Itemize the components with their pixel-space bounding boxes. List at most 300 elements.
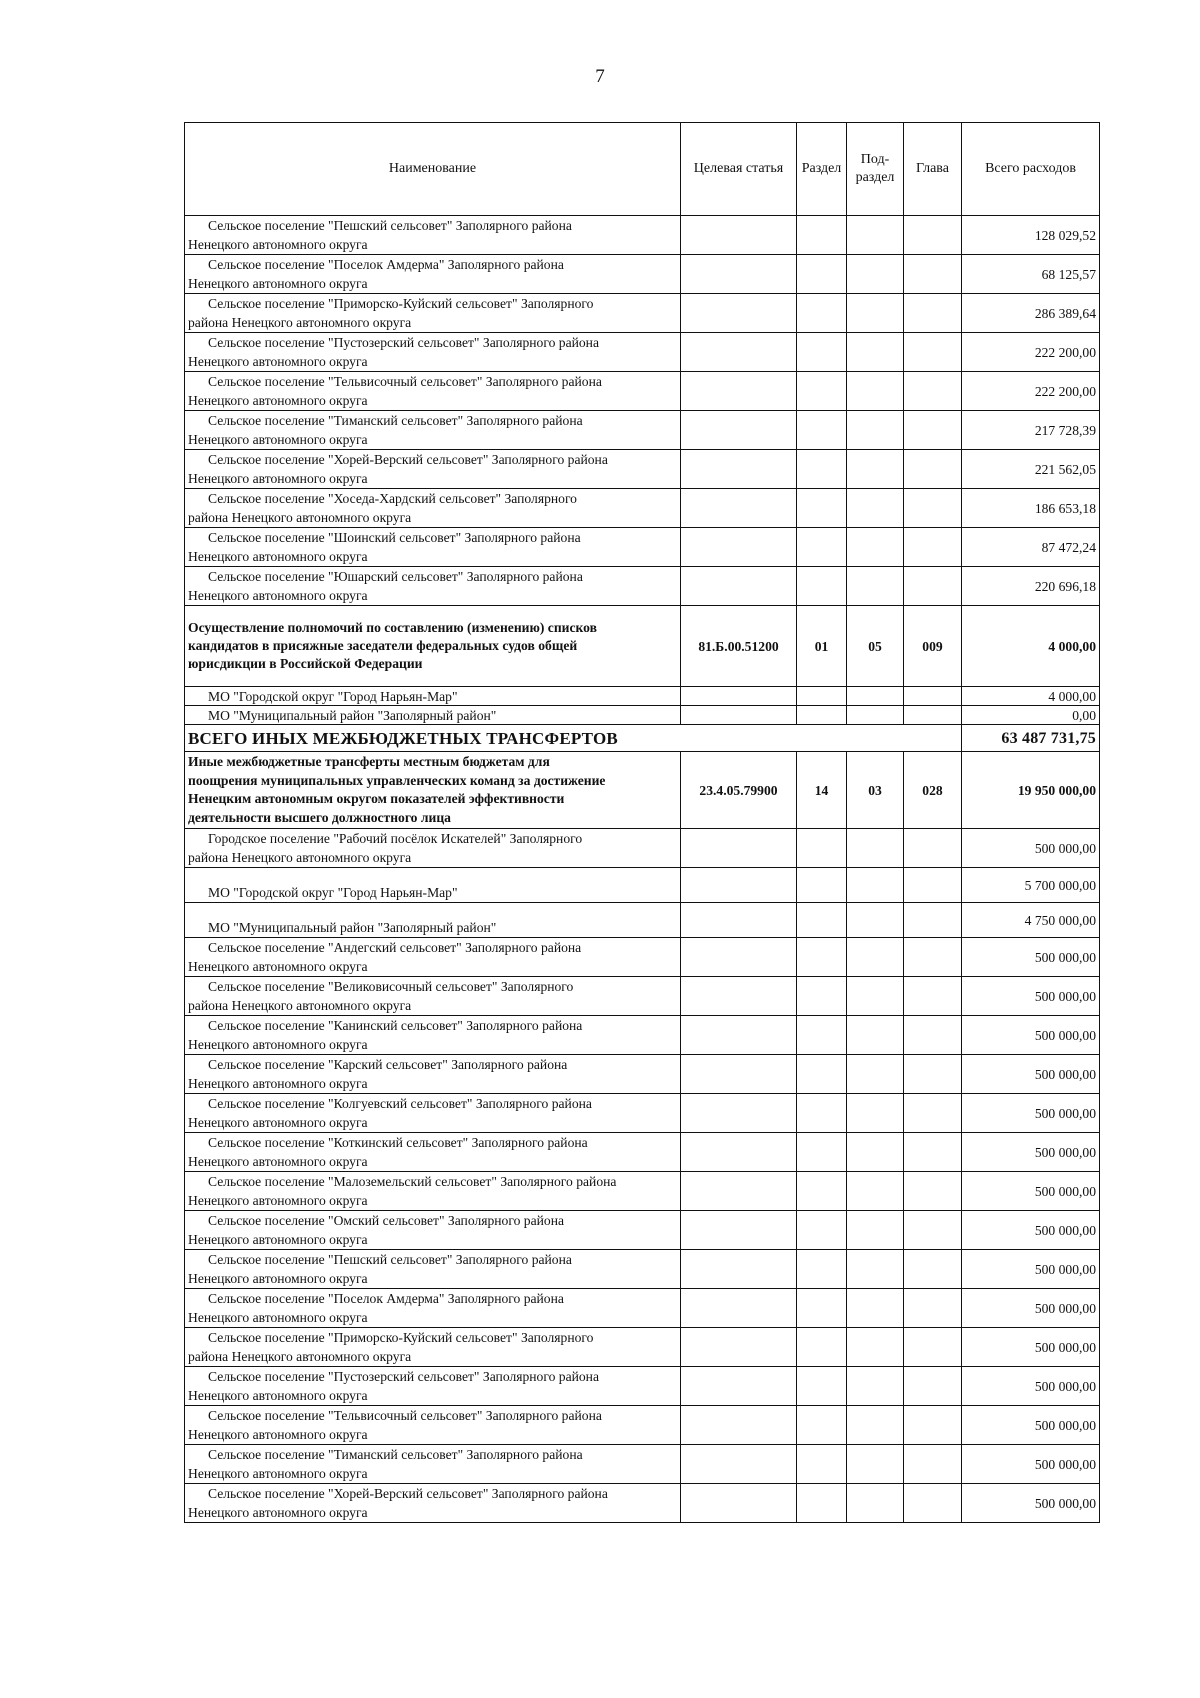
grand-total-label: ВСЕГО ИНЫХ МЕЖБЮДЖЕТНЫХ ТРАНСФЕРТОВ: [185, 725, 962, 752]
cell-empty: [847, 528, 904, 567]
cell-name: [185, 1016, 681, 1055]
cell-name: [185, 1211, 681, 1250]
table-row-jury: [185, 606, 1100, 687]
cell-name: [185, 1445, 681, 1484]
cell-empty: [904, 1367, 962, 1406]
cell-empty: [797, 450, 847, 489]
cell-empty: [797, 706, 847, 725]
cell-name-line2: Ненецкого автономного округа: [188, 1505, 368, 1520]
budget-table: [184, 122, 1100, 1523]
cell-empty: [797, 333, 847, 372]
cell-amount: 186 653,18: [962, 489, 1100, 528]
table-row: [185, 1406, 1100, 1445]
cell-name-line2: Ненецкого автономного округа: [188, 393, 368, 408]
cell-name-line2: Ненецкого автономного округа: [188, 1037, 368, 1052]
cell-name-line2: района Ненецкого автономного округа: [188, 998, 412, 1013]
cell-empty: [681, 1016, 797, 1055]
cell-empty: [797, 372, 847, 411]
cell-empty: [797, 255, 847, 294]
cell-amount: 217 728,39: [962, 411, 1100, 450]
cell-empty: [681, 829, 797, 868]
cell-name-line1: Сельское поселение "Колгуевский сельсовет" Заполярного района: [208, 1096, 592, 1111]
cell-name-line2: Ненецкого автономного округа: [188, 1232, 368, 1247]
cell-name-line1: Сельское поселение "Поселок Амдерма" Заполярного района: [208, 1291, 564, 1306]
cell-empty: [904, 489, 962, 528]
cell-amount: 500 000,00: [962, 1094, 1100, 1133]
cell-empty: [681, 1055, 797, 1094]
cell-empty: [681, 687, 797, 706]
cell-name: [185, 216, 681, 255]
cell-empty: [797, 1055, 847, 1094]
cell-empty: [847, 687, 904, 706]
cell-empty: [681, 528, 797, 567]
cell-amount: 220 696,18: [962, 567, 1100, 606]
cell-amount: 5 700 000,00: [962, 868, 1100, 903]
cell-name: [185, 1133, 681, 1172]
cell-name-line1: Сельское поселение "Хорей-Верский сельсовет" Заполярного района: [208, 1486, 608, 1501]
table-row: [185, 255, 1100, 294]
cell-empty: [904, 1250, 962, 1289]
cell-empty: [797, 567, 847, 606]
table-row: [185, 333, 1100, 372]
cell-name-line1: Сельское поселение "Юшарский сельсовет" Заполярного района: [208, 569, 583, 584]
cell-empty: [797, 294, 847, 333]
cell-empty: [904, 528, 962, 567]
cell-empty: [681, 1445, 797, 1484]
cell-empty: [904, 1094, 962, 1133]
cell-name: [185, 977, 681, 1016]
cell-name-line2: Ненецкого автономного округа: [188, 1154, 368, 1169]
cell-amount: 500 000,00: [962, 1445, 1100, 1484]
table-row: [185, 1484, 1100, 1523]
cell-name: [185, 1172, 681, 1211]
cell-empty: [904, 1328, 962, 1367]
cell-name: [185, 1055, 681, 1094]
cell-empty: [847, 372, 904, 411]
cell-empty: [904, 1211, 962, 1250]
cell-name-line1: Городское поселение "Рабочий посёлок Искателей" Заполярного: [208, 831, 583, 846]
cell-name: [185, 938, 681, 977]
cell-empty: [797, 489, 847, 528]
cell-empty: [797, 1406, 847, 1445]
cell-empty: [847, 1445, 904, 1484]
cell-name: [185, 1289, 681, 1328]
cell-amount: 500 000,00: [962, 1250, 1100, 1289]
table-row: [185, 706, 1100, 725]
cell-empty: [797, 687, 847, 706]
cell-name-line2: Ненецкого автономного округа: [188, 1193, 368, 1208]
cell-amount: 500 000,00: [962, 1289, 1100, 1328]
cell-empty: [847, 255, 904, 294]
cell-name-line1: Сельское поселение "Тельвисочный сельсовет" Заполярного района: [208, 374, 602, 389]
table-row-grand-total: [185, 725, 1100, 752]
cell-empty: [681, 706, 797, 725]
cell-empty: [797, 1289, 847, 1328]
cell-empty: [681, 333, 797, 372]
cell-empty: [681, 1133, 797, 1172]
cell-empty: [904, 977, 962, 1016]
cell-empty: [797, 1133, 847, 1172]
cell-empty: [797, 1328, 847, 1367]
cell-name-text: МО "Городской округ "Город Нарьян-Мар": [208, 688, 458, 704]
cell-name-line1: Сельское поселение "Приморско-Куйский сельсовет" Заполярного: [208, 296, 594, 311]
cell-name-line2: Ненецкого автономного округа: [188, 237, 368, 252]
cell-empty: [681, 255, 797, 294]
cell-name-line2: Ненецкого автономного округа: [188, 588, 368, 603]
table-row: [185, 687, 1100, 706]
cell-empty: [681, 938, 797, 977]
cell-name-line2: района Ненецкого автономного округа: [188, 1349, 412, 1364]
cell-empty: [681, 294, 797, 333]
cell-empty: [681, 868, 797, 903]
cell-empty: [797, 903, 847, 938]
table-row: [185, 1289, 1100, 1328]
cell-name: [185, 294, 681, 333]
cell-name-line1: Сельское поселение "Хоседа-Хардский сельсовет" Заполярного: [208, 491, 577, 506]
cell-empty: [681, 1289, 797, 1328]
cell-empty: [847, 1133, 904, 1172]
cell-empty: [681, 977, 797, 1016]
cell-name-line1: Сельское поселение "Омский сельсовет" Заполярного района: [208, 1213, 564, 1228]
cell-name-line1: Сельское поселение "Пустозерский сельсовет" Заполярного района: [208, 1369, 599, 1384]
cell-name-line1: Сельское поселение "Малоземельский сельсовет" Заполярного района: [208, 1174, 617, 1189]
table-row: [185, 938, 1100, 977]
cell-empty: [904, 567, 962, 606]
cell-amount: 500 000,00: [962, 1406, 1100, 1445]
cell-name: [185, 489, 681, 528]
cell-name-line2: района Ненецкого автономного округа: [188, 850, 412, 865]
cell-empty: [797, 868, 847, 903]
cell-name-line2: Ненецкого автономного округа: [188, 276, 368, 291]
table-body-part-b: [185, 938, 1100, 1523]
cell-empty: [904, 216, 962, 255]
cell-name-line2: Ненецкого автономного округа: [188, 1076, 368, 1091]
cell-name: [185, 752, 681, 829]
cell-empty: [681, 1211, 797, 1250]
cell-name: [185, 372, 681, 411]
cell-name: [185, 528, 681, 567]
cell-empty: [797, 1484, 847, 1523]
cell-empty: [797, 829, 847, 868]
table-row: [185, 411, 1100, 450]
cell-amount: 500 000,00: [962, 1484, 1100, 1523]
cell-empty: [904, 1055, 962, 1094]
cell-name-line1: Сельское поселение "Коткинский сельсовет" Заполярного района: [208, 1135, 588, 1150]
cell-empty: [681, 1250, 797, 1289]
cell-name: [185, 903, 681, 938]
cell-name: [185, 1484, 681, 1523]
cell-name-line1: Осуществление полномочий по составлению (изменению) списков: [188, 620, 597, 635]
header-subsection-line1: Под-: [860, 152, 890, 167]
table-row: [185, 216, 1100, 255]
table-row: [185, 1133, 1100, 1172]
cell-name: [185, 829, 681, 868]
table-row: [185, 1211, 1100, 1250]
table-row: [185, 829, 1100, 868]
cell-empty: [904, 294, 962, 333]
cell-empty: [904, 903, 962, 938]
cell-name-line1: Сельское поселение "Приморско-Куйский сельсовет" Заполярного: [208, 1330, 594, 1345]
cell-amount: 500 000,00: [962, 1133, 1100, 1172]
table-row: [185, 294, 1100, 333]
header-target-article: Целевая статья: [681, 123, 797, 216]
cell-name-line3: юрисдикции в Российской Федерации: [188, 656, 423, 671]
cell-empty: [847, 450, 904, 489]
cell-amount: 4 750 000,00: [962, 903, 1100, 938]
cell-amount: 286 389,64: [962, 294, 1100, 333]
cell-amount: 500 000,00: [962, 938, 1100, 977]
cell-empty: [797, 1445, 847, 1484]
cell-empty: [797, 1211, 847, 1250]
cell-name-line2: кандидатов в присяжные заседатели федеральных судов общей: [188, 638, 578, 653]
cell-name-line2: Ненецкого автономного округа: [188, 1310, 368, 1325]
cell-empty: [904, 706, 962, 725]
cell-name: [185, 1328, 681, 1367]
cell-name: [185, 333, 681, 372]
cell-empty: [681, 1406, 797, 1445]
cell-empty: [904, 868, 962, 903]
header-subsection-line2: раздел: [855, 170, 895, 185]
cell-name-line2: Ненецкого автономного округа: [188, 471, 368, 486]
cell-name-line1: Сельское поселение "Пешский сельсовет" Заполярного района: [208, 1252, 572, 1267]
cell-amount: 128 029,52: [962, 216, 1100, 255]
table-row: [185, 1172, 1100, 1211]
cell-name-text: МО "Муниципальный район "Заполярный район": [208, 707, 497, 723]
cell-empty: [797, 938, 847, 977]
cell-name-line1: Сельское поселение "Шоинский сельсовет" Заполярного района: [208, 530, 581, 545]
table-row: [185, 489, 1100, 528]
cell-empty: [904, 1484, 962, 1523]
cell-empty: [904, 372, 962, 411]
cell-name-line2: Ненецкого автономного округа: [188, 1427, 368, 1442]
cell-name: [185, 868, 681, 903]
cell-name-line2: Ненецкого автономного округа: [188, 354, 368, 369]
cell-empty: [904, 255, 962, 294]
table-row-incentive: [185, 752, 1100, 829]
cell-amount: 500 000,00: [962, 1367, 1100, 1406]
cell-name: [185, 706, 681, 725]
cell-empty: [904, 411, 962, 450]
cell-name: [185, 567, 681, 606]
table-row: [185, 1367, 1100, 1406]
cell-empty: [847, 1094, 904, 1133]
cell-name-line2: Ненецкого автономного округа: [188, 959, 368, 974]
cell-amount: 500 000,00: [962, 1055, 1100, 1094]
cell-name: [185, 687, 681, 706]
cell-empty: [904, 829, 962, 868]
cell-name-line1: Сельское поселение "Поселок Амдерма" Заполярного района: [208, 257, 564, 272]
cell-empty: [847, 1328, 904, 1367]
cell-name: [185, 255, 681, 294]
cell-name: [185, 1367, 681, 1406]
cell-empty: [681, 1172, 797, 1211]
cell-name: [185, 450, 681, 489]
cell-empty: [847, 977, 904, 1016]
cell-empty: [681, 1094, 797, 1133]
header-chapter: Глава: [904, 123, 962, 216]
cell-name-line1: Сельское поселение "Хорей-Верский сельсовет" Заполярного района: [208, 452, 608, 467]
cell-name-line2: Ненецкого автономного округа: [188, 1466, 368, 1481]
table-body-part-a: [185, 216, 1100, 606]
cell-empty: [847, 1367, 904, 1406]
cell-empty: [904, 450, 962, 489]
cell-empty: [797, 977, 847, 1016]
cell-empty: [904, 1016, 962, 1055]
cell-empty: [681, 489, 797, 528]
cell-name: [185, 411, 681, 450]
cell-empty: [904, 333, 962, 372]
cell-amount: 222 200,00: [962, 333, 1100, 372]
cell-empty: [847, 829, 904, 868]
cell-empty: [681, 1328, 797, 1367]
cell-empty: [904, 687, 962, 706]
table-row: [185, 1016, 1100, 1055]
cell-chapter: 028: [904, 752, 962, 829]
cell-name-line1: Иные межбюджетные трансферты местным бюджетам для: [188, 754, 550, 769]
cell-target-article: 23.4.05.79900: [681, 752, 797, 829]
cell-name: [185, 1406, 681, 1445]
grand-total-amount: 63 487 731,75: [962, 725, 1100, 752]
header-row: [185, 123, 1100, 216]
cell-empty: [797, 1016, 847, 1055]
cell-empty: [681, 216, 797, 255]
cell-name-line2: района Ненецкого автономного округа: [188, 510, 412, 525]
cell-empty: [847, 1016, 904, 1055]
cell-amount: 0,00: [962, 706, 1100, 725]
cell-empty: [797, 1172, 847, 1211]
cell-empty: [847, 868, 904, 903]
header-section: Раздел: [797, 123, 847, 216]
cell-section: 01: [797, 606, 847, 687]
cell-amount: 19 950 000,00: [962, 752, 1100, 829]
table-row: [185, 372, 1100, 411]
cell-empty: [847, 1289, 904, 1328]
page-number: 7: [595, 66, 605, 87]
cell-empty: [847, 567, 904, 606]
cell-name-line2: Ненецкого автономного округа: [188, 1115, 368, 1130]
header-name: Наименование: [185, 123, 681, 216]
cell-empty: [681, 1484, 797, 1523]
table-row: [185, 528, 1100, 567]
cell-name-line2: Ненецкого автономного округа: [188, 549, 368, 564]
cell-name-line3: Ненецким автономным округом показателей эффективности: [188, 791, 565, 806]
cell-empty: [847, 706, 904, 725]
cell-target-article: 81.Б.00.51200: [681, 606, 797, 687]
table-row: [185, 567, 1100, 606]
cell-amount: 500 000,00: [962, 1328, 1100, 1367]
table-row: [185, 1328, 1100, 1367]
cell-name-line1: Сельское поселение "Пешский сельсовет" Заполярного района: [208, 218, 572, 233]
header-total: Всего расходов: [962, 123, 1100, 216]
cell-empty: [797, 216, 847, 255]
cell-empty: [847, 1172, 904, 1211]
cell-empty: [847, 1250, 904, 1289]
cell-name-line2: поощрения муниципальных управленческих команд за достижение: [188, 772, 606, 788]
cell-empty: [681, 903, 797, 938]
cell-chapter: 009: [904, 606, 962, 687]
cell-amount: 87 472,24: [962, 528, 1100, 567]
cell-amount: 4 000,00: [962, 606, 1100, 687]
cell-name-line1: Сельское поселение "Пустозерский сельсовет" Заполярного района: [208, 335, 599, 350]
cell-amount: 68 125,57: [962, 255, 1100, 294]
table-body-jury: [185, 606, 1100, 938]
cell-empty: [847, 294, 904, 333]
cell-empty: [847, 489, 904, 528]
cell-empty: [904, 1133, 962, 1172]
cell-empty: [847, 1211, 904, 1250]
table-row: [185, 1055, 1100, 1094]
cell-empty: [797, 1094, 847, 1133]
table-row: [185, 977, 1100, 1016]
cell-empty: [904, 1445, 962, 1484]
cell-amount: 4 000,00: [962, 687, 1100, 706]
table-row: [185, 868, 1100, 903]
cell-name-line2: района Ненецкого автономного округа: [188, 315, 412, 330]
cell-subsection: 05: [847, 606, 904, 687]
cell-empty: [681, 411, 797, 450]
cell-name-line1: Сельское поселение "Карский сельсовет" Заполярного района: [208, 1057, 568, 1072]
cell-name: [185, 1094, 681, 1133]
cell-empty: [847, 1406, 904, 1445]
cell-empty: [847, 1484, 904, 1523]
cell-amount: 500 000,00: [962, 977, 1100, 1016]
cell-amount: 221 562,05: [962, 450, 1100, 489]
cell-empty: [904, 1406, 962, 1445]
cell-amount: 222 200,00: [962, 372, 1100, 411]
table-row: [185, 1250, 1100, 1289]
cell-name-text: МО "Городской округ "Город Нарьян-Мар": [208, 885, 458, 900]
header-subsection: [847, 123, 904, 216]
cell-amount: 500 000,00: [962, 1172, 1100, 1211]
cell-name: [185, 606, 681, 687]
cell-name-text: МО "Муниципальный район "Заполярный район": [208, 920, 497, 935]
cell-name-line1: Сельское поселение "Тиманский сельсовет" Заполярного района: [208, 1447, 583, 1462]
cell-empty: [681, 372, 797, 411]
cell-empty: [797, 411, 847, 450]
cell-empty: [847, 411, 904, 450]
table-row: [185, 1445, 1100, 1484]
cell-subsection: 03: [847, 752, 904, 829]
cell-name-line1: Сельское поселение "Великовисочный сельсовет" Заполярного: [208, 979, 574, 994]
cell-name-line2: Ненецкого автономного округа: [188, 1271, 368, 1286]
cell-name-line1: Сельское поселение "Тельвисочный сельсовет" Заполярного района: [208, 1408, 602, 1423]
cell-name-line2: Ненецкого автономного округа: [188, 1388, 368, 1403]
cell-name-line4: деятельности высшего должностного лица: [188, 809, 451, 825]
cell-amount: 500 000,00: [962, 829, 1100, 868]
cell-name-line1: Сельское поселение "Тиманский сельсовет" Заполярного района: [208, 413, 583, 428]
cell-empty: [681, 450, 797, 489]
cell-name-line1: Сельское поселение "Канинский сельсовет" Заполярного района: [208, 1018, 583, 1033]
table-row: [185, 903, 1100, 938]
cell-empty: [681, 567, 797, 606]
cell-empty: [904, 1289, 962, 1328]
cell-name-line2: Ненецкого автономного округа: [188, 432, 368, 447]
table-row: [185, 450, 1100, 489]
cell-empty: [847, 938, 904, 977]
cell-section: 14: [797, 752, 847, 829]
cell-empty: [847, 1055, 904, 1094]
cell-empty: [847, 903, 904, 938]
cell-amount: 500 000,00: [962, 1016, 1100, 1055]
cell-name: [185, 1250, 681, 1289]
cell-empty: [904, 938, 962, 977]
cell-empty: [904, 1172, 962, 1211]
table-row: [185, 1094, 1100, 1133]
cell-empty: [847, 216, 904, 255]
cell-empty: [797, 528, 847, 567]
cell-empty: [847, 333, 904, 372]
cell-empty: [681, 1367, 797, 1406]
